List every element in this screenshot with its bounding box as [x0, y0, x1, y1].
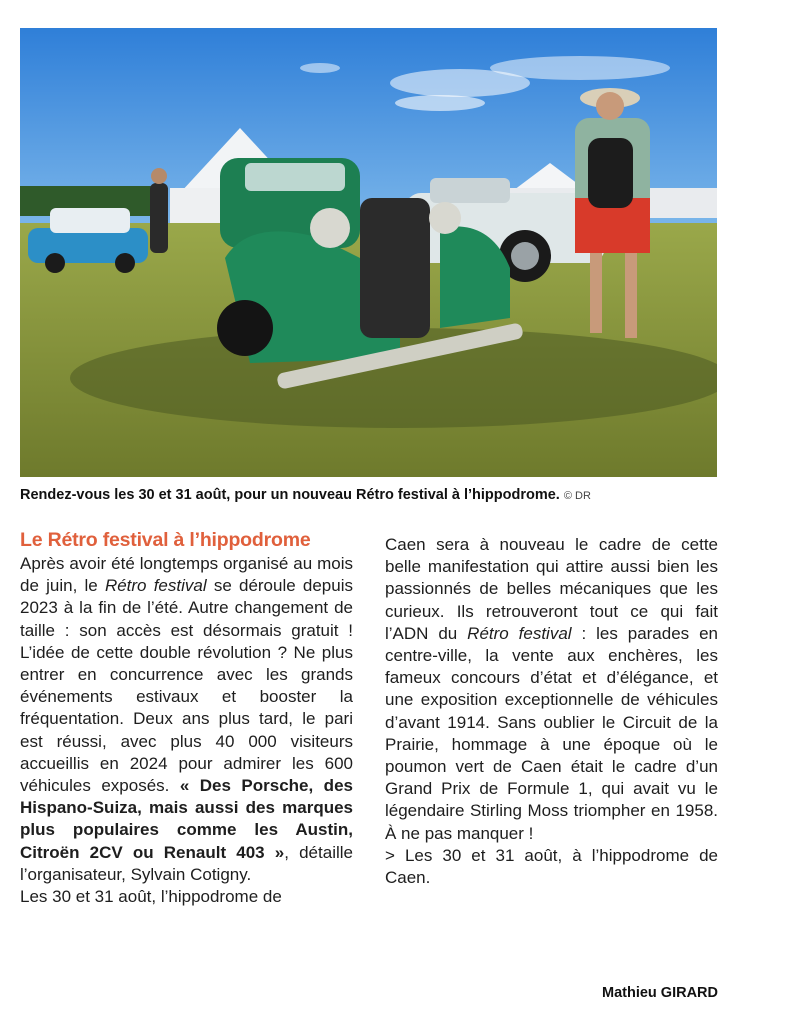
festival-name-italic: Rétro festival [104, 576, 207, 596]
article-column-left [20, 528, 353, 908]
p1-part-a: Après avoir été longtemps organisé au mois de juin, le [20, 554, 353, 596]
vintage-cars-photo [20, 28, 717, 477]
photo-caption [20, 486, 720, 505]
p2-part-b: : les parades en centre-ville, la vente aux enchères, les fameux concours d’état et d’élégance, et une exposition exceptionnelle de véhicules d’avant 1914. Sans oublier le Circuit de la Prairie, hommage à une époque où le poumon vert de Caen était le cadre d’un Grand Prix de Formule 1, qui avait vu le légendaire Stirling Moss triompher en 1958. À ne pas manquer ! [385, 623, 718, 843]
article-column-right [385, 534, 718, 889]
article-paragraph-1 [20, 553, 353, 886]
photo-credit: © DR [563, 490, 591, 502]
festival-name-italic-2: Rétro festival [467, 623, 572, 643]
article-paragraph-2: Les 30 et 31 août, l’hippodrome de [20, 887, 282, 907]
caption-text: Rendez-vous les 30 et 31 août, pour un nouveau Rétro festival à l’hippodrome. [20, 487, 560, 503]
author-byline: Mathieu GIRARD [602, 985, 718, 1001]
article-practical-info: > Les 30 et 31 août, à l’hippodrome de Caen. [385, 845, 718, 888]
p1-part-b: se déroule depuis 2023 à la fin de l’été. Autre changement de taille : son accès est désormais gratuit ! L’idée de cette double révolution ? Ne plus entrer en concurrence avec les grands événements estivaux et booster la fréquentation. Deux ans plus tard, le pari est réussi, avec plus 40 000 visiteurs accueillis en 2024 pour admirer les 600 véhicules exposés. [20, 576, 353, 796]
p2-part-a: Caen sera à nouveau le cadre de cette belle manifestation qui attire aussi bien les passionnés de belles mécaniques que les curieux. Ils retrouveront tout ce qui fait l’ADN du [385, 535, 718, 643]
article-headline: Le Rétro festival à l’hippodrome [20, 529, 311, 551]
p1-part-c: , détaille l’organisateur, Sylvain Cotigny. [20, 842, 353, 884]
article-paragraph-2-cont [385, 534, 718, 845]
article-photo [20, 28, 717, 477]
organizer-quote: « Des Porsche, des Hispano-Suiza, mais aussi des marques plus populaires comme les Austin, Citroën 2CV ou Renault 403 » [20, 776, 353, 862]
